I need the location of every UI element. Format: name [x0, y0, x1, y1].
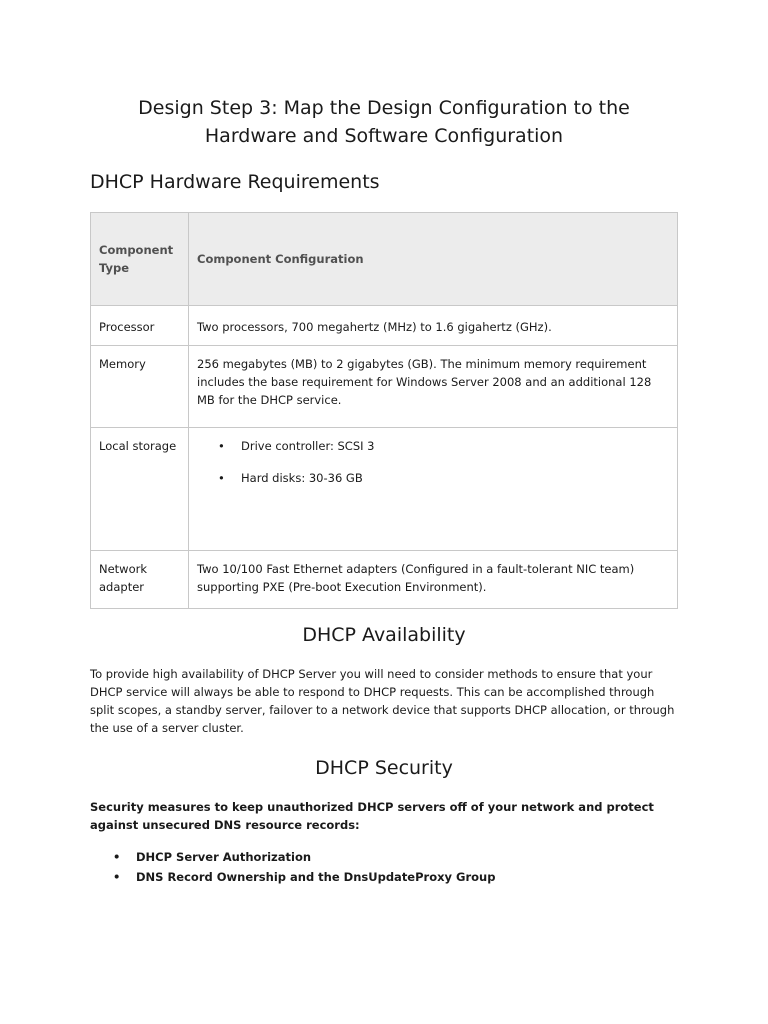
component-type-cell: Local storage — [91, 428, 189, 551]
table-row — [91, 346, 678, 428]
hardware-requirements-table — [90, 212, 678, 609]
list-item-text: DNS Record Ownership and the DnsUpdateProxy Group — [136, 870, 496, 884]
security-heading: DHCP Security — [315, 757, 453, 779]
bullet-icon: • — [218, 439, 225, 453]
list-item — [90, 847, 495, 867]
component-type-cell: Processor — [91, 306, 189, 346]
component-config-cell — [189, 428, 678, 551]
component-type-cell: Memory — [91, 346, 189, 428]
security-intro: Security measures to keep unauthorized DHCP servers off of your network and protect against unsecured DNS resource records: — [90, 800, 654, 832]
list-item-text: DHCP Server Authorization — [136, 850, 312, 864]
component-config-cell: Two processors, 700 megahertz (MHz) to 1.6 gigahertz (GHz). — [189, 306, 678, 346]
list-item — [197, 437, 669, 455]
storage-config-list — [197, 437, 669, 487]
component-config-cell: 256 megabytes (MB) to 2 gigabytes (GB). The minimum memory requirement includes the base requirement for Windows Server 2008 and an additional 128 MB for the DHCP service. — [189, 346, 678, 428]
availability-paragraph: To provide high availability of DHCP Server you will need to consider methods to ensure that your DHCP service will always be able to respond to DHCP requests. This can be accomplished through split scopes, a standby server, failover to a network device that supports DHCP allocation, or through the use of a server cluster. — [90, 667, 675, 735]
security-measures-list — [90, 847, 495, 887]
table-row — [91, 551, 678, 609]
bullet-icon: • — [218, 471, 225, 485]
bullet-icon: • — [113, 870, 121, 884]
header-component-configuration: Component Configuration — [189, 213, 678, 306]
table-row — [91, 306, 678, 346]
bullet-icon: • — [113, 850, 121, 864]
list-item — [197, 469, 669, 487]
list-item-text: Drive controller: SCSI 3 — [241, 439, 375, 453]
table-row — [91, 428, 678, 551]
list-item — [90, 867, 495, 887]
component-config-cell: Two 10/100 Fast Ethernet adapters (Configured in a fault-tolerant NIC team) supporting PXE (Pre-boot Execution Environment). — [189, 551, 678, 609]
table-header-row — [91, 213, 678, 306]
component-type-cell: Network adapter — [91, 551, 189, 609]
list-item-text: Hard disks: 30-36 GB — [241, 471, 363, 485]
hardware-requirements-heading: DHCP Hardware Requirements — [90, 171, 380, 193]
availability-heading: DHCP Availability — [302, 624, 466, 646]
header-component-type: Component Type — [91, 213, 189, 306]
document-title: Design Step 3: Map the Design Configuration to the Hardware and Software Configuration — [138, 97, 630, 147]
